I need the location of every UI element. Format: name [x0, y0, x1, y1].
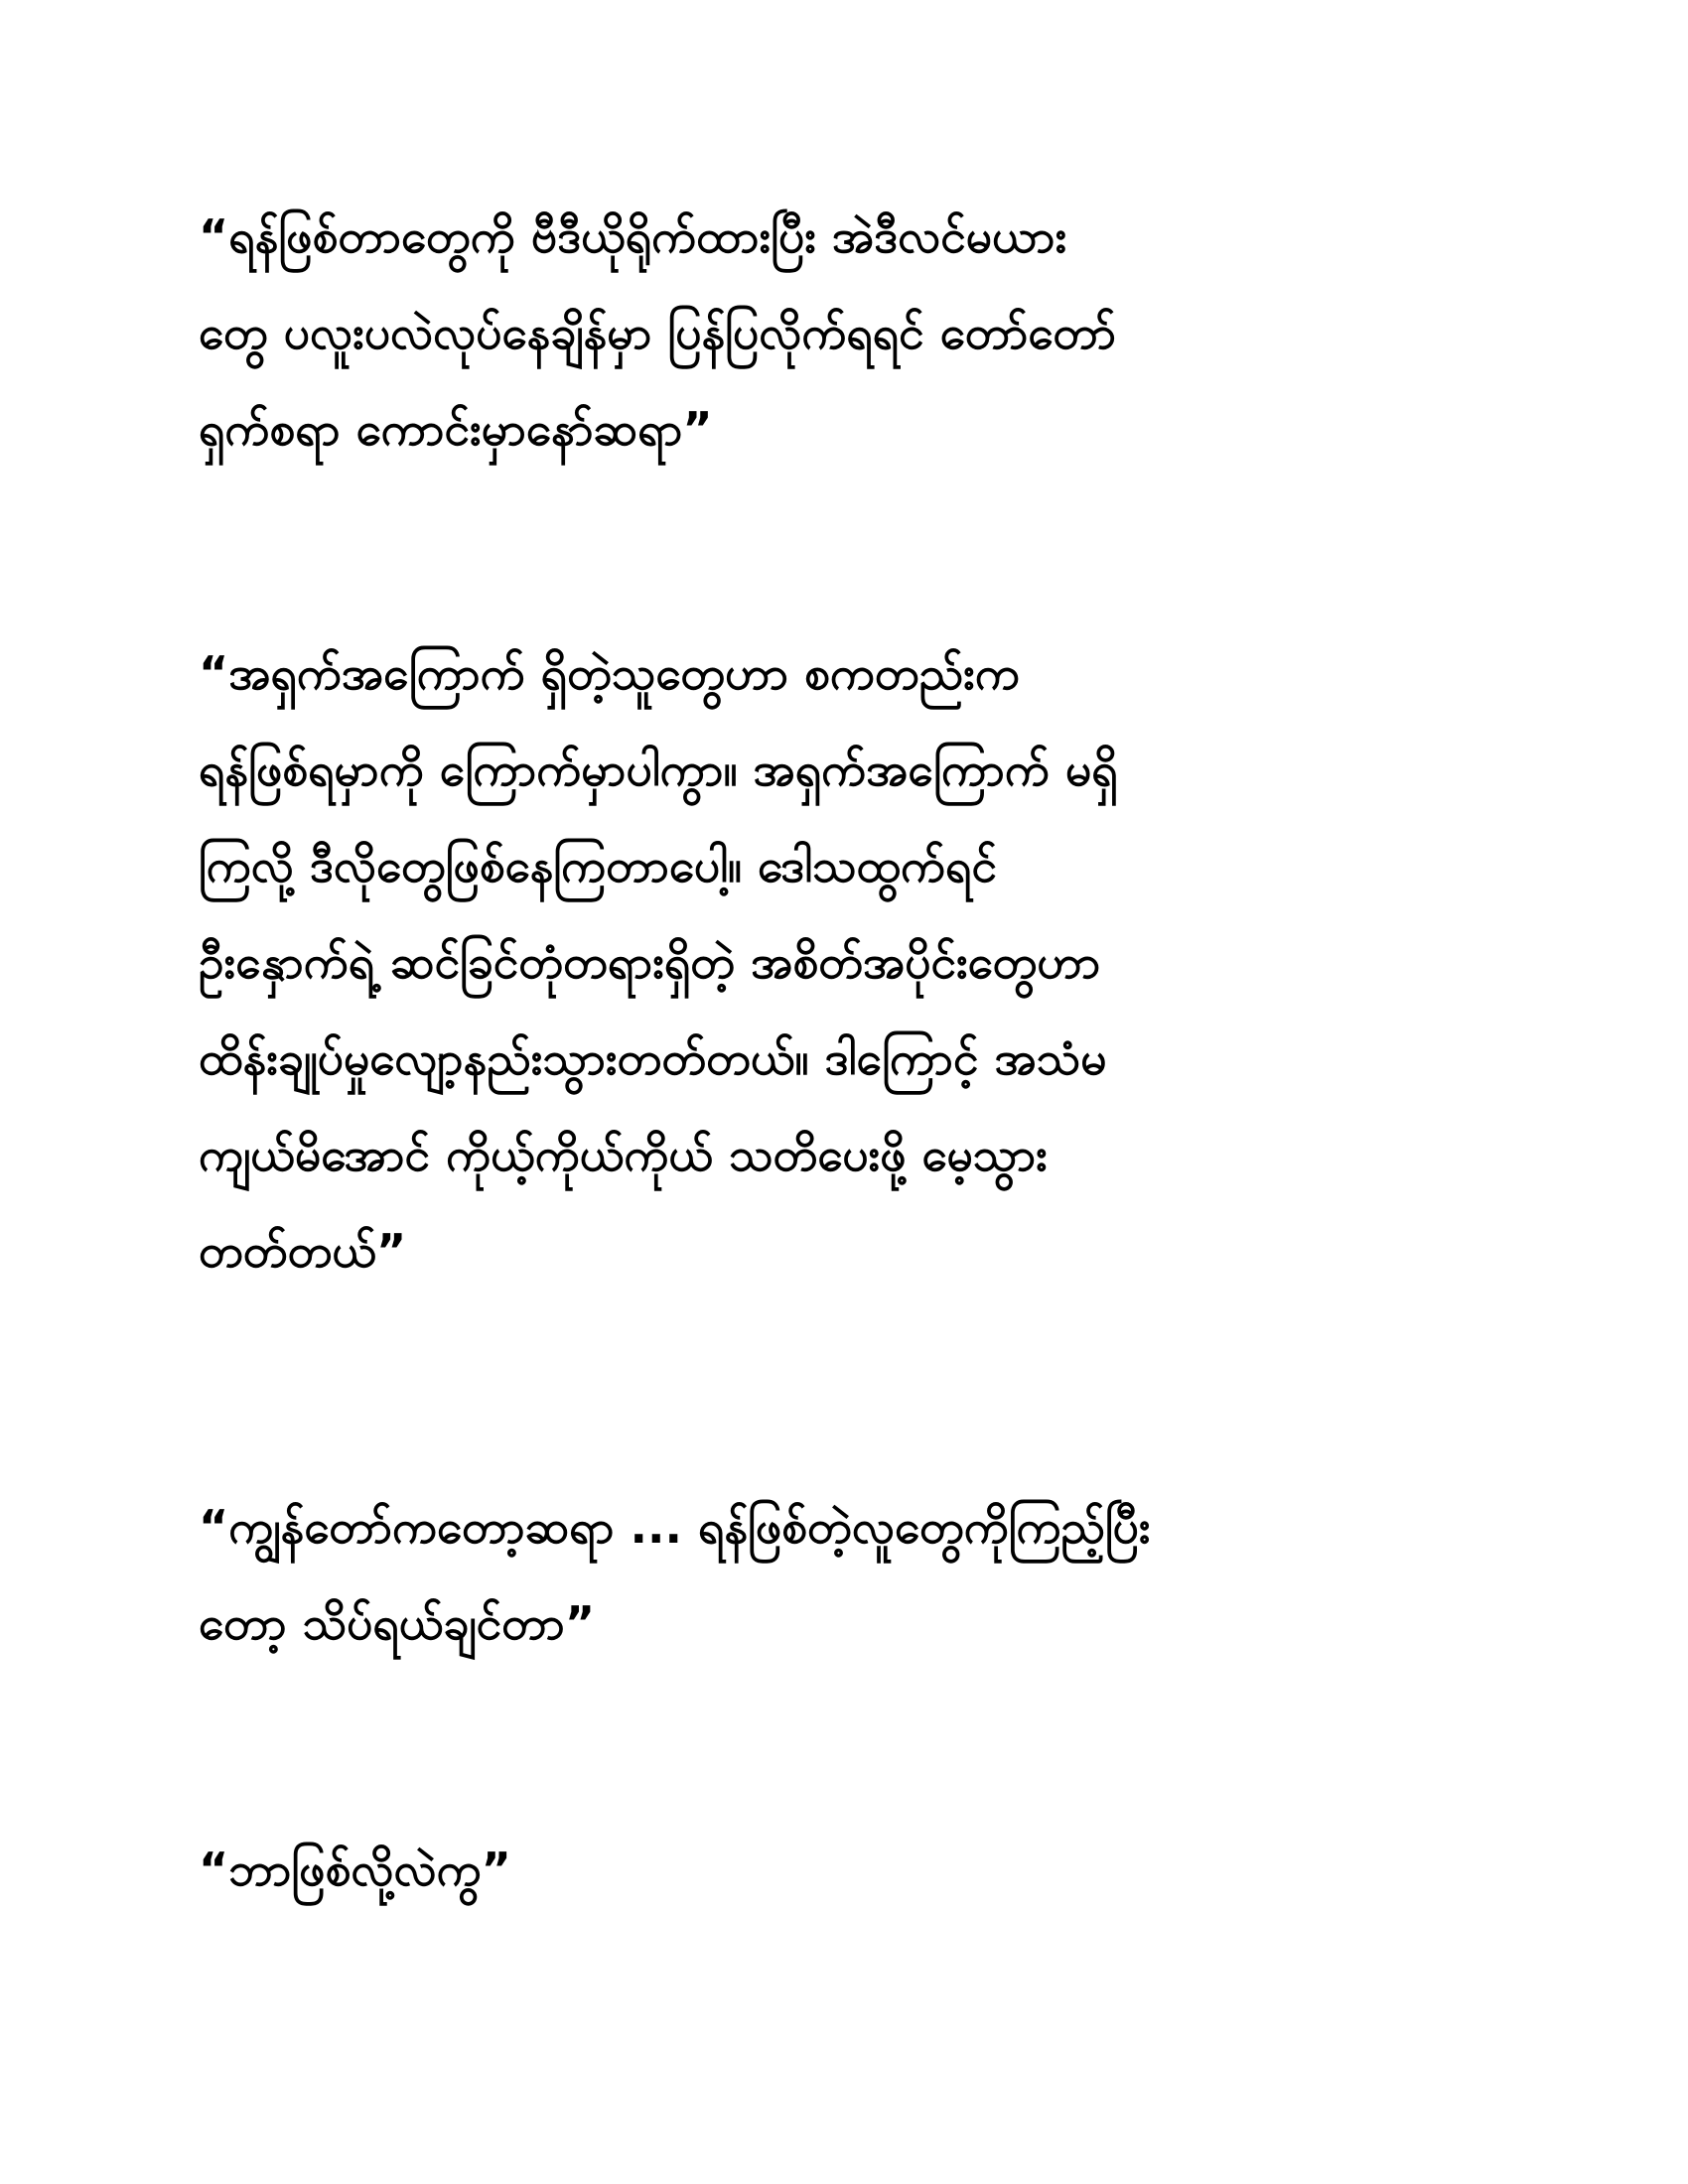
paragraph-3-line-2: တော့ သိပ်ရယ်ချင်တာ” [199, 1596, 596, 1650]
paragraph-2-line-1: “အရှက်အကြောက် ရှိတဲ့သူတွေဟာ စကတည်းက [199, 646, 1020, 700]
paragraph-2-line-6: ကျယ်မိအောင် ကိုယ့်ကိုယ်ကိုယ် သတိပေးဖို့ မေ့သွား [199, 1128, 1048, 1181]
paragraph-2 [199, 625, 1489, 1299]
paragraph-2-line-5: ထိန်းချုပ်မှုလျော့နည်းသွားတတ်တယ်။ ဒါကြောင့် အသံမ [199, 1031, 1107, 1085]
paragraph-3-line-1: “ကျွန်တော်ကတော့ဆရာ ... ရန်ဖြစ်တဲ့လူတွေကိုကြည့်ပြီး [199, 1500, 1151, 1554]
paragraph-3 [199, 1479, 1489, 1672]
paragraph-4 [199, 1822, 1489, 1918]
paragraph-2-line-7: တတ်တယ်” [199, 1224, 407, 1278]
paragraph-1 [199, 189, 1489, 478]
paragraph-2-line-3: ကြလို့ ဒီလိုတွေဖြစ်နေကြတာပေါ့။ ဒေါသထွက်ရင် [199, 839, 997, 892]
paragraph-1-line-2: တွေ ပလူးပလဲလုပ်နေချိန်မှာ ပြန်ပြလိုက်ရရင် တော်တော် [199, 306, 1117, 359]
paragraph-2-line-2: ရန်ဖြစ်ရမှာကို ကြောက်မှာပါကွာ။ အရှက်အကြောက် မရှိ [199, 743, 1118, 796]
paragraph-1-line-3: ရှက်စရာ ကောင်းမှာနော်ဆရာ” [199, 402, 713, 456]
paragraph-1-line-1: “ရန်ဖြစ်တာတွေကို ဗီဒီယိုရိုက်ထားပြီး အဲဒီလင်မယား [199, 209, 1067, 263]
paragraph-4-line-1: “ဘာဖြစ်လို့လဲကွ” [199, 1843, 511, 1896]
paragraph-2-line-4: ဦးနှောက်ရဲ့ ဆင်ခြင်တုံတရားရှိတဲ့ အစိတ်အပိုင်းတွေဟာ [199, 935, 1101, 989]
